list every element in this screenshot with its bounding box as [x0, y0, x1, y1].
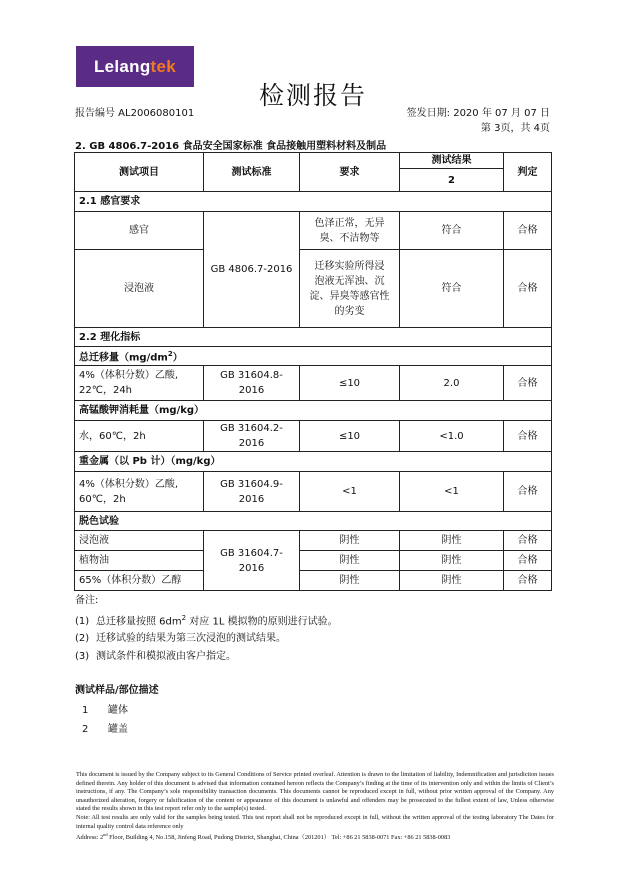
- subsection-sensory-title: 2.1 感官要求: [75, 192, 552, 212]
- section-title: 2. GB 4806.7-2016 食品安全国家标准 食品接触用塑料材料及制品: [75, 141, 387, 152]
- migration-title-text: 总迁移量（mg/dm: [79, 352, 168, 364]
- header-row: [75, 153, 552, 169]
- test-condition: 水，60℃，2h: [75, 421, 204, 452]
- note-text: Note: All test results are only valid for the samples being tested. This test report shall not be reproduced except in full, without the written approval of the testing laboratory The Dates for internal quality control data reference only: [76, 813, 554, 830]
- test-condition: [75, 472, 204, 512]
- subsection-row: [75, 192, 552, 212]
- requirement-cell: 阴性: [300, 551, 400, 571]
- table-row: [75, 366, 552, 401]
- footer-disclaimer: [76, 771, 554, 843]
- address-text-end: Floor, Building 4, No.158, Jinfeng Road, Pudong District, Shanghai, China（201201） Tel: +86 21 5838-0071 Fax: +86 21 5838-0083: [107, 834, 451, 842]
- requirement-line: 淀、异臭等感官性: [309, 290, 390, 302]
- sample-number-header: 2: [400, 169, 504, 192]
- requirement-cell: 阴性: [300, 531, 400, 551]
- judgement-cell: 合格: [504, 366, 552, 401]
- note-item: [75, 648, 338, 666]
- report-number: 报告编号 AL2006080101: [75, 108, 195, 119]
- report-title: 检测报告: [258, 81, 367, 110]
- note-text: 总迁移量按照 6dm: [96, 615, 182, 627]
- col-judgement-header: 判定: [504, 153, 552, 192]
- samples-title: 测试样品/部位描述: [75, 685, 159, 696]
- judgement-cell: 合格: [504, 531, 552, 551]
- result-cell: 符合: [400, 212, 504, 250]
- results-table: [74, 152, 552, 591]
- migration-title: [75, 347, 552, 366]
- test-standard: GB 4806.7-2016: [204, 212, 300, 328]
- migration-title-sup: 2: [167, 350, 173, 358]
- note-number: (2): [75, 633, 90, 645]
- group-title-row: [75, 512, 552, 531]
- sample-number: 2: [82, 724, 89, 735]
- sign-date: 签发日期: 2020 年 07 月 07 日: [406, 108, 550, 119]
- address: [76, 831, 554, 843]
- table-row: [75, 421, 552, 452]
- sample-number: 1: [82, 705, 89, 716]
- result-cell: 符合: [400, 250, 504, 328]
- result-cell: 2.0: [400, 366, 504, 401]
- table-row: [75, 212, 552, 250]
- test-standard: GB 31604.7-2016: [204, 531, 300, 591]
- address-sup: nd: [103, 832, 108, 838]
- table-row: [75, 531, 552, 551]
- requirement-line: 臭、不洁物等: [319, 232, 380, 244]
- note-text-end: 对应 1L 模拟物的原则进行试验。: [186, 615, 338, 627]
- result-cell: 阴性: [400, 571, 504, 591]
- requirement-cell: ≤10: [300, 421, 400, 452]
- requirement-line: 的劣变: [334, 305, 365, 317]
- col-results-header: 测试结果: [400, 153, 504, 169]
- logo-text-a: Lelang: [93, 56, 151, 76]
- note-text: 迁移试验的结果为第三次浸泡的测试结果。: [96, 633, 286, 645]
- table-row: [75, 250, 552, 328]
- requirement-cell: [300, 250, 400, 328]
- result-cell: 阴性: [400, 531, 504, 551]
- sample-desc: 罐体: [108, 705, 128, 716]
- table-row: [75, 472, 552, 512]
- test-item: 浸泡液: [75, 250, 204, 328]
- requirement-line: 色泽正常，无异: [314, 217, 385, 229]
- subsection-physchem-title: 2.2 理化指标: [75, 328, 552, 347]
- note-number: (3): [75, 650, 90, 662]
- test-item: 感官: [75, 212, 204, 250]
- address-text: Address: 2: [76, 834, 104, 842]
- test-item: 65%（体积分数）乙醇: [75, 571, 204, 591]
- sample-desc: 罐盖: [108, 724, 128, 735]
- judgement-cell: 合格: [504, 212, 552, 250]
- note-item: [75, 610, 338, 631]
- logo-text-b: tek: [150, 56, 177, 76]
- requirement-line: 迁移实验所得浸: [314, 260, 385, 272]
- decolor-title: 脱色试验: [75, 512, 552, 531]
- judgement-cell: 合格: [504, 571, 552, 591]
- group-title-row: [75, 452, 552, 472]
- disclaimer-text: This document is issued by the Company subject to its General Conditions of Service printed overleaf. Attention is drawn to the limitation of liability, Indemnification and jurisdiction issues defined therein. Any holder of this document is advised that information contained hereon reflects the Company’s finding at the time of its intervention only and within the limits of Client’s instructions, if any. The Company’s sole responsibility transaction documents. This documents cannot be reproduced except in full, without prior written approval of the Company. Any unauthorized alteration, forgery or falsification of the content or appearance of this document is unlawful and offenders may be prosecuted to the fullest extent of law, Unless otherwise stated the results shown in this test report refer only to the sample(s) tested.: [76, 771, 554, 813]
- group-title-row: [75, 347, 552, 366]
- table-row: [75, 571, 552, 591]
- condition-line: 4%（体积分数）乙酸,: [79, 370, 179, 382]
- condition-line: 60℃，2h: [79, 493, 126, 505]
- page-info: 第 3页，共 4页: [480, 123, 550, 134]
- col-item-header: 测试项目: [75, 153, 204, 192]
- notes-title: 备注:: [75, 595, 99, 606]
- subsection-row: [75, 328, 552, 347]
- test-standard: GB 31604.2-2016: [204, 421, 300, 452]
- requirement-cell: 阴性: [300, 571, 400, 591]
- judgement-cell: 合格: [504, 472, 552, 512]
- condition-line: 4%（体积分数）乙酸,: [79, 478, 179, 490]
- test-standard: GB 31604.8-2016: [204, 366, 300, 401]
- table-row: [75, 551, 552, 571]
- col-requirement-header: 要求: [300, 153, 400, 192]
- note-number: (1): [75, 615, 90, 627]
- note-item: [75, 630, 338, 648]
- test-item: 浸泡液: [75, 531, 204, 551]
- requirement-cell: [300, 212, 400, 250]
- sample-item: [82, 701, 128, 716]
- sample-item: [82, 720, 128, 735]
- judgement-cell: 合格: [504, 551, 552, 571]
- condition-line: 22℃，24h: [79, 385, 133, 397]
- heavy-metal-title: 重金属（以 Pb 计）（mg/kg）: [75, 452, 552, 472]
- col-standard-header: 测试标准: [204, 153, 300, 192]
- requirement-cell: <1: [300, 472, 400, 512]
- result-cell: <1.0: [400, 421, 504, 452]
- note-sup: 2: [181, 613, 187, 622]
- test-item: 植物油: [75, 551, 204, 571]
- test-standard: GB 31604.9-2016: [204, 472, 300, 512]
- kmno4-title: 高锰酸钾消耗量（mg/kg）: [75, 401, 552, 421]
- result-cell: <1: [400, 472, 504, 512]
- requirement-cell: ≤10: [300, 366, 400, 401]
- judgement-cell: 合格: [504, 250, 552, 328]
- note-text: 测试条件和模拟液由客户指定。: [96, 650, 236, 662]
- migration-title-end: ）: [172, 352, 183, 364]
- group-title-row: [75, 401, 552, 421]
- judgement-cell: 合格: [504, 421, 552, 452]
- notes: [75, 592, 338, 665]
- test-condition: [75, 366, 204, 401]
- result-cell: 阴性: [400, 551, 504, 571]
- requirement-line: 泡液无浑浊、沉: [314, 275, 385, 287]
